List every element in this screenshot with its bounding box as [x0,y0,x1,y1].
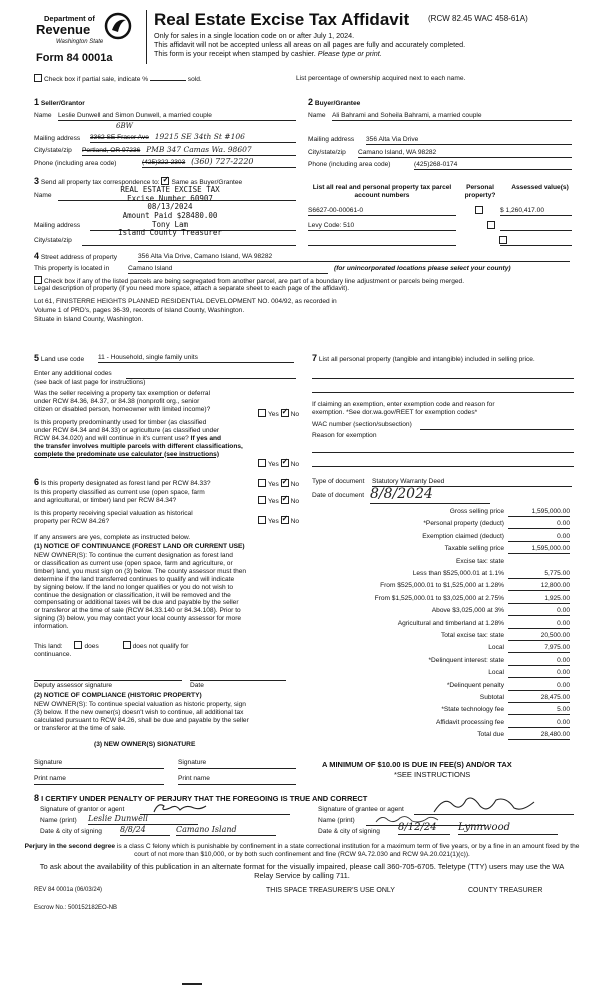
timber-no-checkbox[interactable] [281,459,289,467]
form-revision: REV 84 0001a (06/03/24) [34,887,103,893]
stamp-line-2: Excise Number 60907 [127,193,213,203]
notice-continuance-title: (1) NOTICE OF CONTINUANCE (FOREST LAND OR CURRENT USE) [34,543,245,550]
calc-row-value[interactable]: 0.00 [508,719,570,728]
parcel-assessed-value[interactable]: $ 1,260,417.00 [500,207,572,216]
calc-row-label: *Personal property (deduct) [423,520,504,528]
notice-compliance-title: (2) NOTICE OF COMPLIANCE (HISTORIC PROPERTY) [34,692,202,699]
calc-row [310,533,572,543]
calc-row-label: Above $3,025,000 at 3% [431,607,504,615]
doc-type[interactable]: Statutory Warranty Deed [372,478,572,487]
section4-street-label: 4 Street address of property [34,251,118,261]
calc-row-value[interactable]: 0.00 [508,657,570,666]
bottom-tick-mark [182,983,202,985]
forest-no-checkbox[interactable] [281,479,289,487]
grantee-name-label: Name (print) [318,817,355,824]
wac-label: WAC number (section/subsection) [312,421,412,428]
calc-row-value[interactable]: 5.00 [508,706,570,715]
stamp-line-4: Amount Paid $28480.00 [122,210,218,220]
additional-codes-note: (see back of last page for instructions) [34,379,146,386]
land-use-label: 5 Land use code [34,353,85,363]
buyer-heading: 2 Buyer/Grantee [308,97,361,107]
calc-row-value[interactable]: 5,775.00 [508,570,570,579]
historic-no-checkbox[interactable] [281,516,289,524]
calc-row-label: From $1,525,000.01 to $3,025,000 at 2.75% [374,594,504,602]
partial-sale-checkbox[interactable] [34,74,42,82]
calc-row-label: From $525,000.01 to $1,525,000 at 1.28% [380,582,504,590]
owner-print-2-label: Print name [178,775,210,782]
seller-name-label: Name [34,112,52,119]
certify-statement: 8 I CERTIFY UNDER PENALTY OF PERJURY THAT THE FOREGOING IS TRUE AND CORRECT [34,793,368,803]
section7-label: 7 List all personal property (tangible and intangible) included in selling price. [312,353,535,363]
calc-row [310,582,572,592]
legal-description-2: Volume 1 of PRD's, pages 36-39, records of Island County, Washington. [34,307,245,314]
levy-code[interactable]: Levy Code: 510 [308,222,456,231]
legal-description-3: Situate in Island County, Washington. [34,316,144,323]
exemption-yes-checkbox[interactable] [258,409,266,417]
calc-row-label: Gross selling price [449,508,504,515]
dept-line1: Department of [44,14,95,23]
owner-print-1-label: Print name [34,775,66,782]
stamp-line-6: Island County Treasurer [118,228,222,238]
partial-sale-row: Check box if partial sale, indicate % sold. [34,74,202,84]
header-note-1: Only for sales in a single location code on or after July 1, 2024. [154,31,355,40]
stamp-line-5: Tony Lam [151,219,189,229]
treasurer-use-only: THIS SPACE TREASURER'S USE ONLY [266,887,395,894]
buyer-name-label: Name [308,112,326,119]
does-qualify-checkbox[interactable] [74,641,82,649]
segregated-row: Check box if any of the listed parcels are being segregated from another parcel, are part of a boundary line adjustment or parcels being merged. [34,276,464,286]
exemption-claim-text: If claiming an exemption, enter exemption code and reason for exemption. *See dor.wa.gov/REET for exemption codes* [312,401,495,416]
current-use-yes-no: Yes ✓ No [258,496,299,506]
calc-row-label: Excise tax: state [455,557,504,565]
seller-phone-label: Phone (including area code) [34,160,117,167]
owner-signature-1-label: Signature [34,759,63,766]
calc-row-value[interactable]: 0.00 [508,669,570,678]
grantee-date-city-label: Date & city of signing [318,828,380,835]
calc-row-value[interactable]: 28,480.00 [508,731,570,740]
calc-row [310,657,572,667]
parcel2-personal-checkbox[interactable] [487,221,495,229]
grantor-name-label: Name (print) [40,817,77,824]
calc-row [310,520,572,530]
seller-city[interactable]: Portland, OR 97236 PMB 347 Camas Wa. 98607 [82,145,296,156]
section3-city-label: City/state/zip [34,237,72,244]
same-as-buyer-checkbox[interactable] [161,177,169,185]
calc-row-value[interactable]: 1,925.00 [508,595,570,604]
parcel3-personal-checkbox[interactable] [499,236,507,244]
buyer-city-label: City/state/zip [308,149,346,156]
seller-heading: 1 Seller/Grantor [34,97,85,107]
buyer-city[interactable]: Camano Island, WA 98282 [358,149,572,158]
calc-row-label: Taxable selling price [444,545,504,553]
parcels-header-assessed: Assessed value(s) [511,184,569,191]
calc-row-label: Subtotal [479,694,504,701]
escrow-number: Escrow No.: 500152182EO-NB [34,905,118,911]
notice-compliance-text: NEW OWNER(S): To continue special valuation as historic property, sign (3) below. If the new owner(s) doesn't wish to continue, all additional tax calculated pursuant to RCW 84.26, shall be due and payable by the seller or transferor at the time of sale. [34,701,249,732]
located-in[interactable]: Camano Island [128,265,328,274]
stamp-line-1: REAL ESTATE EXCISE TAX [120,185,220,194]
calc-row [310,508,572,518]
header-note-2: This affidavit will not be accepted unless all areas on all pages are fully and accurately completed. [154,40,466,49]
form-rcw: (RCW 82.45 WAC 458-61A) [428,14,528,23]
seller-mailing-label: Mailing address [34,135,81,142]
calc-row-label: Agricultural and timberland at 1.28% [397,619,504,627]
form-title: Real Estate Excise Tax Affidavit [154,10,410,29]
calc-row-label: *Delinquent interest: state [428,656,504,664]
calc-row [310,669,572,679]
seller-insert: 6BW [116,122,133,130]
seller-city-label: City/state/zip [34,147,72,154]
header-note-3: This form is your receipt when stamped by cashier. Please type or print. [154,49,382,58]
calc-row-value[interactable]: 0.00 [508,520,570,529]
located-note: (for unincorporated locations please select your county) [334,265,511,272]
forest-question: 6 Is this property designated as forest land per RCW 84.33? [34,477,211,487]
calc-row [310,706,572,716]
exemption-no-checkbox[interactable] [281,409,289,417]
seller-name[interactable]: Leslie Dunwell and Simon Dunwell, a married couple [58,112,296,121]
grantee-city[interactable]: Lynnwood [458,822,558,835]
forest-yes-no: Yes ✓ No [258,479,299,489]
calc-row-value[interactable]: 28,475.00 [508,694,570,703]
buyer-mailing-label: Mailing address [308,136,355,143]
forest-yes-checkbox[interactable] [258,479,266,487]
calc-row-value[interactable]: 0.00 [508,607,570,616]
parcels-header-numbers: List all real and personal property tax parcel account numbers [312,184,452,199]
current-use-question: Is this property classified as current use (open space, farm and agricultural, or timber) land per RCW 84.34? [34,489,205,504]
section3-mailing-label: Mailing address [34,222,81,229]
grantee-signature-icon [430,794,540,816]
calc-row-value[interactable]: 0.00 [508,533,570,542]
timber-yes-no-2: Yes ✓ No [258,459,299,469]
calc-row-value[interactable]: 0.00 [508,682,570,691]
calc-row-value[interactable]: 7,975.00 [508,644,570,653]
grantor-signature-label: Signature of grantor or agent [40,806,125,813]
buyer-mailing[interactable]: 356 Alta Via Drive [366,136,572,145]
owner-signature-2-label: Signature [178,759,207,766]
doc-type-label: Type of document [312,478,365,485]
calc-row [310,644,572,654]
legal-description-1: Lot 61, FINISTERRE HEIGHTS PLANNED RESIDENTIAL DEVELOPMENT NO. 004/92, as recorded in [34,298,337,305]
calc-row-label: Affidavit processing fee [435,718,504,726]
grantor-city[interactable]: Camano Island [176,825,276,836]
property-street-address[interactable]: 356 Alta Via Drive, Camano Island, WA 98282 [138,253,570,262]
reason-label: Reason for exemption [312,432,377,439]
grantee-signature-label: Signature of grantee or agent [318,806,404,813]
calc-row [310,694,572,704]
calc-row-label: Total excise tax: state [440,632,504,639]
calc-row-label: Local [488,644,504,652]
grantor-date[interactable]: 8/8/24 [120,825,170,836]
calc-row [310,632,572,642]
continuance-label: continuance. [34,651,72,658]
seller-phone[interactable]: (425)322-2303 (360) 727-2220 [142,157,296,168]
calc-row-value[interactable]: 1,595,000.00 [508,508,570,517]
parcel-number[interactable]: S6627-00-00061-0 [308,207,456,216]
calc-row [310,620,572,630]
grantor-date-city-label: Date & city of signing [40,828,102,835]
timber-question: Is this property predominantly used for timber (as classified under RCW 84.34 and 84.33) or agriculture (as classified under RCW 84.34.020) and will continue in it's current use? If yes and the transfer involves multiple parcels with different classifications, complete the predominate use calculator (see instructions) [34,419,243,458]
new-owner-signature-title: (3) NEW OWNER(S) SIGNATURE [94,741,196,748]
historic-yes-checkbox[interactable] [258,516,266,524]
parcels-header-personal: Personal property? [464,184,496,199]
parcel-personal-checkbox[interactable] [475,206,483,214]
exemption-question: Was the seller receiving a property tax exemption or deferral under RCW 84.36, 84.37, or 84.38 (nonprofit org., senior citizen or disabled person, homeowner with limited income)? [34,390,211,413]
calc-row-label: Less than $525,000.01 at 1.1% [412,570,504,577]
calc-row [310,558,572,568]
dor-emblem-icon [104,12,132,40]
additional-codes-label: Enter any additional codes [34,370,112,377]
county-treasurer: COUNTY TREASURER [468,887,543,894]
land-use-code[interactable]: 11 - Household, single family units [98,354,294,363]
current-use-no-checkbox[interactable] [281,496,289,504]
accessibility-note: To ask about the availability of this publication in an alternate format for the visually impaired, please call 360-705-6705. Teletype (TTY) users may use the WA Relay Service by calling 711. [39,862,565,880]
perjury-statement: Perjury in the second degree is a class C felony which is punishable by confinement in a state correctional institution for a maximum term of five years, or by a fine in an amount fixed by the court of not more than $10,000, or by both such confinement and fine (RCW 9A.72.030 and RCW 9A.20.021(1)(c)). [24,843,580,858]
buyer-phone[interactable]: (425)268-0174 [414,161,572,170]
calc-row [310,570,572,580]
notice-continuance-text: NEW OWNER(S): To continue the current designation as forest land or classification as current use (open space, farm and agriculture, or timber) land, you must sign on (3) below. The county assessor must then determine if the land transferred continues to qualify and will indicate by signing below. If the land no longer qualifies or you do not wish to continue the designation or classification, it will be removed and the compensating or additional taxes will be due and payable by the seller or transferor at the time of sale (RCW 84.33.140 or 84.34.108). Prior to signing (3) below, you may contact your local county assessor for more information. [34,552,247,631]
calc-row-label: Local [488,669,504,677]
legal-label: Legal description of property (if you need more space, attach a separate sheet to each page of the affidavit). [34,285,350,292]
see-instructions-note: *SEE INSTRUCTIONS [394,770,471,779]
calc-row-label: Exemption claimed (deduct) [422,532,504,540]
if-yes-note: If any answers are yes, complete as instructed below. [34,534,191,541]
calc-row-value[interactable]: 1,595,000.00 [508,545,570,554]
calc-row-value[interactable]: 0.00 [508,620,570,629]
seller-mailing[interactable]: 3362 SE Fraser Ave 19215 SE 34th St #106 [90,132,296,143]
buyer-phone-label: Phone (including area code) [308,161,391,168]
calc-row-value[interactable]: 20,500.00 [508,632,570,641]
calc-row [310,682,572,692]
current-use-yes-checkbox[interactable] [258,496,266,504]
dept-line3: Washington State [56,39,104,45]
deputy-date-label: Date [190,682,204,689]
doc-date[interactable]: 8/8/2024 [370,486,490,504]
segregated-checkbox[interactable] [34,276,42,284]
calc-row [310,545,572,555]
does-not-qualify-checkbox[interactable] [123,641,131,649]
deputy-signature-label: Deputy assessor signature [34,682,113,689]
stamp-line-3: 08/13/2024 [147,202,193,212]
historic-yes-no: Yes ✓ No [258,516,299,526]
ownership-note: List percentage of ownership acquired next to each name. [296,75,466,82]
located-label: This property is located in [34,265,110,272]
calc-row-label: Total due [477,731,504,739]
dor-logo [34,12,134,44]
section3-name-label: Name [34,192,52,199]
calc-row [310,719,572,729]
historic-question: Is this property receiving special valuation as historical property per RCW 84.26? [34,510,193,525]
calc-row-label: *State technology fee [441,706,504,714]
grantor-name[interactable]: Leslie Dunwell [88,814,198,825]
doc-date-label: Date of document [312,492,365,499]
grantee-date[interactable]: 8/12/24 [398,822,450,835]
treasurer-stamp [90,186,250,238]
section3-label: 3 Send all property tax correspondence to: ✓ Same as Buyer/Grantee [34,176,242,187]
minimum-due-note: A MINIMUM OF $10.00 IS DUE IN FEE(S) AND/OR TAX [322,760,512,769]
form-number: Form 84 0001a [36,52,113,64]
calc-row [310,595,572,605]
exemption-yes-no: Yes ✓ No [258,409,299,419]
dept-line2: Revenue [36,22,91,37]
calc-row-value[interactable]: 12,800.00 [508,582,570,591]
calc-row [310,731,572,741]
calc-row-label: *Delinquent penalty [446,681,504,689]
timber-yes-checkbox[interactable] [258,459,266,467]
buyer-name[interactable]: Ali Bahrami and Soheila Bahrami, a married couple [332,112,572,121]
calc-row [310,607,572,617]
this-land-row: This land: does does not qualify for [34,643,189,650]
